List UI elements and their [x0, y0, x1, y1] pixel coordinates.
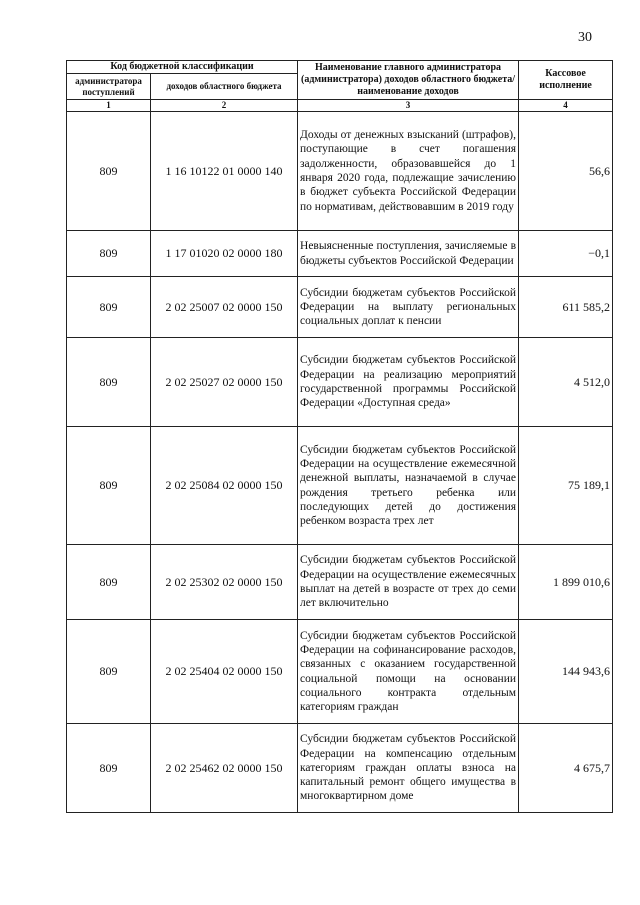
table-row — [67, 724, 613, 813]
table-row — [67, 277, 613, 338]
admin-code: 809 — [67, 231, 151, 277]
column-number: 4 — [519, 100, 613, 112]
admin-code: 809 — [67, 338, 151, 427]
income-name: Невыясненные поступления, зачисляемые в бюджеты субъектов Российской Федерации — [298, 231, 519, 277]
cash-execution: 1 899 010,6 — [519, 545, 613, 620]
income-name: Субсидии бюджетам субъектов Российской Федерации на выплату региональных социальных доплат к пенсии — [298, 277, 519, 338]
header-income: доходов областного бюджета — [151, 74, 298, 100]
cash-execution: 144 943,6 — [519, 620, 613, 724]
cash-execution: 56,6 — [519, 112, 613, 231]
cash-execution: −0,1 — [519, 231, 613, 277]
income-code: 2 02 25302 02 0000 150 — [151, 545, 298, 620]
column-number: 3 — [298, 100, 519, 112]
income-code: 1 16 10122 01 0000 140 — [151, 112, 298, 231]
column-number: 1 — [67, 100, 151, 112]
income-name: Субсидии бюджетам субъектов Российской Федерации на софинансирование расходов, связанных с оказанием государственной социальной помощи на основании социального контракта отдельным категориям граждан — [298, 620, 519, 724]
admin-code: 809 — [67, 620, 151, 724]
table-row — [67, 112, 613, 231]
income-name: Субсидии бюджетам субъектов Российской Федерации на реализацию мероприятий государственной программы Российской Федерации «Доступная среда» — [298, 338, 519, 427]
page-number: 30 — [578, 30, 592, 45]
budget-table — [66, 60, 613, 813]
income-code: 2 02 25007 02 0000 150 — [151, 277, 298, 338]
income-code: 2 02 25084 02 0000 150 — [151, 427, 298, 545]
income-code: 1 17 01020 02 0000 180 — [151, 231, 298, 277]
table-row — [67, 620, 613, 724]
header-admin: администратора поступлений — [67, 74, 151, 100]
header-name: Наименование главного администратора (администратора) доходов областного бюджета/ наименование доходов — [298, 61, 519, 100]
table-row — [67, 427, 613, 545]
income-name: Субсидии бюджетам субъектов Российской Федерации на компенсацию отдельным категориям граждан оплаты взноса на капитальный ремонт общего имущества в многоквартирном доме — [298, 724, 519, 813]
income-code: 2 02 25462 02 0000 150 — [151, 724, 298, 813]
cash-execution: 4 675,7 — [519, 724, 613, 813]
table-row — [67, 338, 613, 427]
income-name: Субсидии бюджетам субъектов Российской Федерации на осуществление ежемесячной денежной выплаты, назначаемой в случае рождения третьего ребенка или последующих детей до достижения ребенком возраста трех лет — [298, 427, 519, 545]
header-amount: Кассовое исполнение — [519, 61, 613, 100]
admin-code: 809 — [67, 277, 151, 338]
table-row — [67, 231, 613, 277]
admin-code: 809 — [67, 112, 151, 231]
cash-execution: 75 189,1 — [519, 427, 613, 545]
admin-code: 809 — [67, 427, 151, 545]
income-code: 2 02 25027 02 0000 150 — [151, 338, 298, 427]
header-classification: Код бюджетной классификации — [67, 61, 298, 74]
income-code: 2 02 25404 02 0000 150 — [151, 620, 298, 724]
admin-code: 809 — [67, 724, 151, 813]
income-name: Доходы от денежных взысканий (штрафов), поступающие в счет погашения задолженности, образовавшейся до 1 января 2020 года, подлежащие зачислению в бюджет субъекта Российской Федерации по нормативам, действовавшим в 2019 году — [298, 112, 519, 231]
income-name: Субсидии бюджетам субъектов Российской Федерации на осуществление ежемесячных выплат на детей в возрасте от трех до семи лет включительно — [298, 545, 519, 620]
table-row — [67, 545, 613, 620]
column-number: 2 — [151, 100, 298, 112]
cash-execution: 611 585,2 — [519, 277, 613, 338]
admin-code: 809 — [67, 545, 151, 620]
cash-execution: 4 512,0 — [519, 338, 613, 427]
